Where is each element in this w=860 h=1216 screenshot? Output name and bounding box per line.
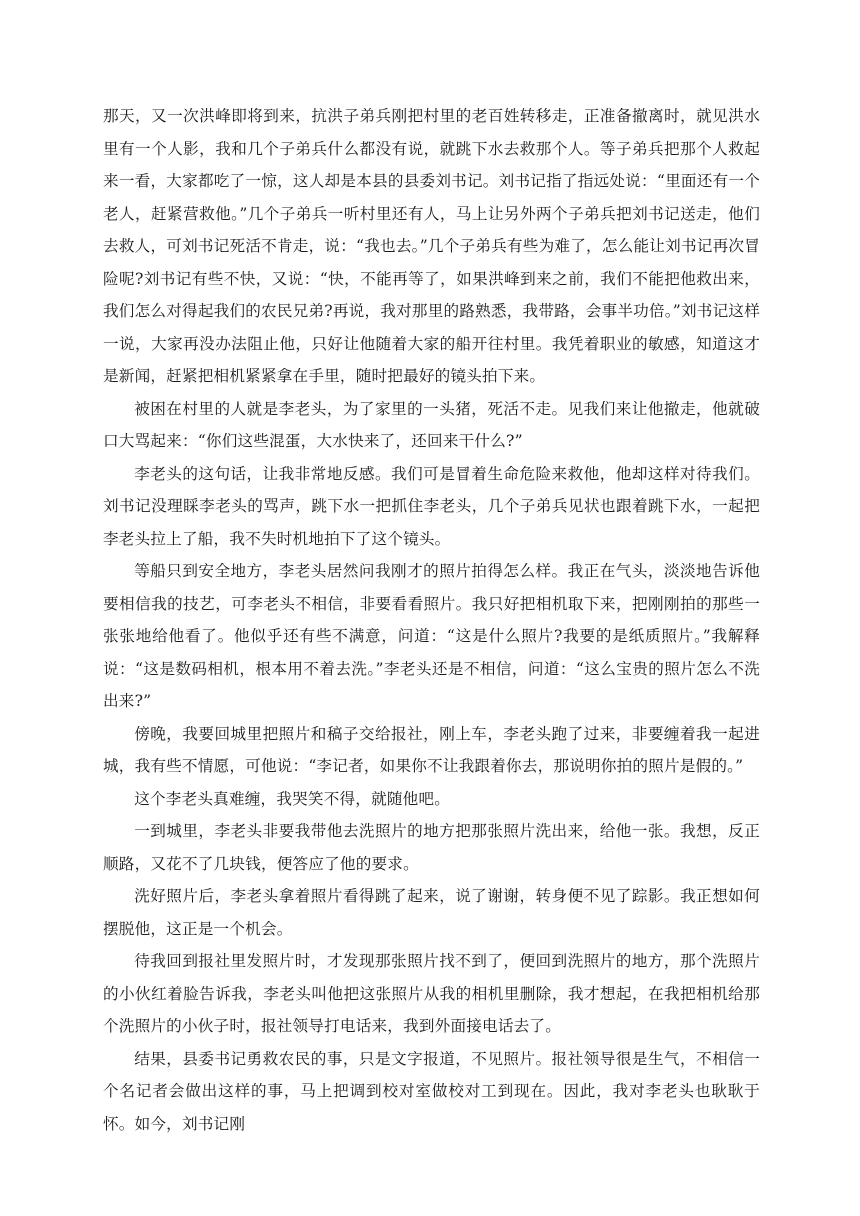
paragraph: 那天，又一次洪峰即将到来，抗洪子弟兵刚把村里的老百姓转移走，正准备撤离时，就见洪水里有一个人影，我和几个子弟兵什么都没有说，就跳下水去救那个人。等子弟兵把那个人救起来一看，大家都吃了一惊，这人却是本县的县委刘书记。刘书记指了指远处说：“里面还有一个老人，赶紧营救他。”几个子弟兵一听村里还有人，马上让另外两个子弟兵把刘书记送走，他们去救人，可刘书记死活不肯走，说：“我也去。”几个子弟兵有些为难了，怎么能让刘书记再次冒险呢?刘书记有些不快，又说：“快，不能再等了，如果洪峰到来之前，我们不能把他救出来，我们怎么对得起我们的农民兄弟?再说，我对那里的路熟悉，我带路，会事半功倍。”刘书记这样一说，大家再没办法阻止他，只好让他随着大家的船开往村里。我凭着职业的敏感，知道这才是新闻，赶紧把相机紧紧拿在手里，随时把最好的镜头拍下来。 <box>103 107 760 385</box>
paragraph: 这个李老头真难缠，我哭笑不得，就随他吧。 <box>134 789 451 808</box>
paragraph: 一到城里，李老头非要我带他去洗照片的地方把那张照片洗出来，给他一张。我想，反正顺路，又花不了几块钱，便答应了他的要求。 <box>103 822 760 873</box>
paragraph: 傍晚，我要回城里把照片和稿子交给报社，刚上车，李老头跑了过来，非要缠着我一起进城，我有些不情愿，可他说：“李记者，如果你不让我跟着你去，那说明你拍的照片是假的。” <box>103 724 760 775</box>
paragraph: 待我回到报社里发照片时，才发现那张照片找不到了，便回到洗照片的地方，那个洗照片的小伙红着脸告诉我，李老头叫他把这张照片从我的相机里删除，我才想起，在我把相机给那个洗照片的小伙子时，报社领导打电话来，我到外面接电话去了。 <box>103 952 760 1035</box>
paragraph: 被困在村里的人就是李老头，为了家里的一头猪，死活不走。见我们来让他撤走，他就破口大骂起来：“你们这些混蛋，大水快来了，还回来干什么?” <box>103 399 760 450</box>
paragraph: 结果，县委书记勇救农民的事，只是文字报道，不见照片。报社领导很是生气，不相信一个名记者会做出这样的事，马上把调到校对室做校对工到现在。因此，我对李老头也耿耿于怀。如今，刘书记刚 <box>103 1049 760 1133</box>
paragraph: 李老头的这句话，让我非常地反感。我们可是冒着生命危险来救他，他却这样对待我们。刘书记没理睬李老头的骂声，跳下水一把抓住李老头，几个子弟兵见状也跟着跳下水，一起把李老头拉上了船，我不失时机地拍下了这个镜头。 <box>103 464 760 548</box>
document-body <box>103 100 760 1140</box>
paragraph: 洗好照片后，李老头拿着照片看得跳了起来，说了谢谢，转身便不见了踪影。我正想如何摆脱他，这正是一个机会。 <box>103 887 760 938</box>
paragraph: 等船只到安全地方，李老头居然问我刚才的照片拍得怎么样。我正在气头，淡淡地告诉他要相信我的技艺，可李老头不相信，非要看看照片。我只好把相机取下来，把刚刚拍的那些一张张地给他看了。他似乎还有些不满意，问道：“这是什么照片?我要的是纸质照片。”我解释说：“这是数码相机，根本用不着去洗。”李老头还是不相信，问道：“这么宝贵的照片怎么不洗出来?” <box>103 562 760 710</box>
